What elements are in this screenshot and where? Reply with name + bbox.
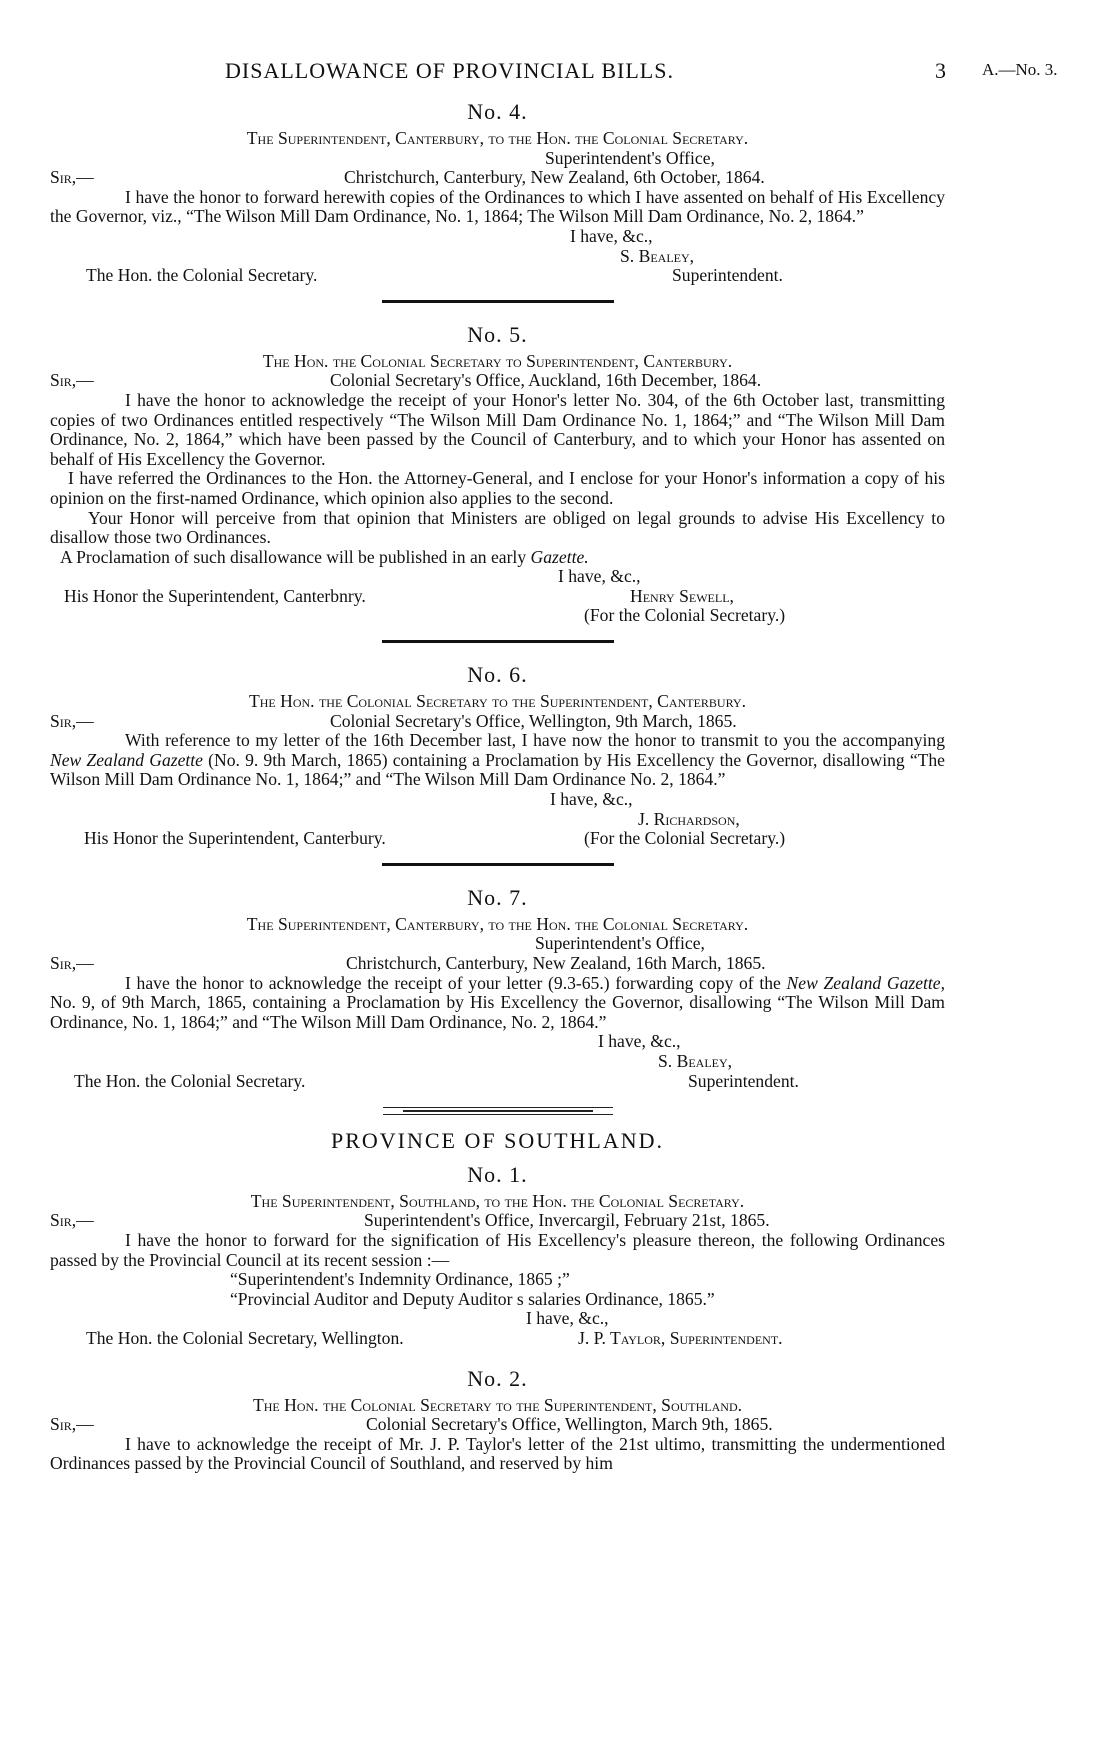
closing-row [50,1032,945,1052]
letter-number: No. 4. [467,99,528,124]
letter-body [50,974,945,1033]
closing-row [50,227,945,247]
signature: S. Bealey, [620,245,695,266]
southland-letter-no-1 [50,1161,945,1349]
salutation-row [50,954,945,974]
closing: I have, &c., [558,566,641,587]
signature: S. Bealey, [658,1050,733,1071]
letter-no-4 [50,98,945,286]
closing: I have, &c., [526,1308,609,1329]
addressee-row [50,1072,945,1092]
salutation: Sir,— [50,370,94,391]
letter-body: I have the honor to forward herewith copies of the Ordinances to which I have assented on behalf of His Excellency the Governor, viz., “The Wilson Mill Dam Ordinance, No. 1, 1864; The Wilson Mill Dam Ordinance, No. 2, 1864.” [50,186,945,227]
signature-row [50,587,945,607]
letter-number: No. 1. [467,1161,528,1187]
letter-heading: The Hon. the Colonial Secretary to Superintendent, Canterbury. [262,350,733,371]
signature-row [50,1052,945,1072]
letter-number: No. 7. [467,884,528,910]
section-divider [382,300,614,303]
southland-letter-no-2 [50,1365,945,1474]
running-header [50,58,1058,88]
signatory-title: Superintendent. [672,265,783,286]
signature-row [50,1329,945,1349]
letter-address-line-1: Superintendent's Office, [545,147,715,168]
addressee: The Hon. the Colonial Secretary. [86,265,318,286]
salutation-row [50,371,945,391]
closing: I have, &c., [570,225,653,246]
page-number: 3 [935,58,946,83]
salutation-row [50,1211,945,1231]
signature-row [50,810,945,830]
letter-address: Superintendent's Office, Invercargil, February 21st, 1865. [364,1210,770,1231]
for-colonial-secretary: (For the Colonial Secretary.) [584,605,786,626]
document-page [50,0,1058,1737]
body-text-b: No. 9, of 9th March, 1865, containing a Proclamation by His Excellency the Governor, disallowing “The Wilson Mill Dam Ordinance, No. 1, 1864;” and “The Wilson Mill Dam Ordinance, No. 2, 1864.” [50,992,945,1032]
letter-heading: The Hon. the Colonial Secretary to the Superintendent, Canterbury. [249,691,746,712]
letter-paragraph-4 [50,548,945,568]
section-divider [382,640,614,643]
letter-no-6 [50,661,945,849]
letter-address-line-2: Christchurch, Canterbury, New Zealand, 6th October, 1864. [344,167,765,188]
letter-number: No. 2. [467,1365,528,1391]
letter-no-7 [50,884,945,1091]
salutation-row [50,712,945,732]
letter-number: No. 6. [467,662,528,688]
section-divider [382,863,614,866]
closing: I have, &c., [598,1031,681,1052]
signatory-title: Superintendent. [688,1070,799,1091]
letter-heading: The Superintendent, Southland, to the Hon. the Colonial Secretary. [250,1190,745,1211]
gazette-italic: New Zealand Gazette, [786,972,946,993]
letter-body [50,731,945,790]
document-body [50,98,945,1474]
signature-row [50,247,945,267]
gazette-italic: Gazette. [530,546,589,567]
letter-address: Colonial Secretary's Office, Wellington, 9th March, 1865. [330,710,737,731]
closing-row [50,1309,945,1329]
closing-row [50,567,945,587]
gazette-italic: New Zealand Gazette [50,749,203,770]
addressee: The Hon. the Colonial Secretary, Wellington. [86,1327,404,1348]
closing: I have, &c., [550,789,633,810]
body-text-a: With reference to my letter of the 16th December last, I have now the honor to transmit to you the accompanying [125,730,945,751]
salutation-row [50,168,945,188]
letter-paragraph-2: I have referred the Ordinances to the Hon. the Attorney-General, and I enclose for your Honor's information a copy of his opinion on the first-named Ordinance, which opinion also applies to the second. [50,468,945,508]
letter-number: No. 5. [467,321,528,347]
letter-heading: The Hon. the Colonial Secretary to the Superintendent, Southland. [252,1394,743,1415]
body-text-a: I have the honor to acknowledge the receipt of your letter (9.3-65.) forwarding copy of the [125,972,781,993]
letter-paragraph-1: I have the honor to acknowledge the receipt of your Honor's letter No. 304, of the 6th October last, transmitting copies of two Ordinances entitled respectively “The Wilson Mill Dam Ordinance No. 1, 1864;” and “The Wilson Mill Dam Ordinance, No. 2, 1864,” which have been passed by the Council of Canterbury, and to which your Honor has assented on behalf of His Excellency the Governor. [50,389,945,469]
closing-row [50,790,945,810]
ordinance-quote-2: “Provincial Auditor and Deputy Auditor s salaries Ordinance, 1865.” [230,1288,715,1309]
letter-address: Colonial Secretary's Office, Wellington, March 9th, 1865. [366,1414,773,1435]
letter-address: Colonial Secretary's Office, Auckland, 16th December, 1864. [330,370,762,391]
province-southland [50,1128,945,1474]
signature: Henry Sewell, [630,585,734,606]
for-colonial-secretary: (For the Colonial Secretary.) [584,828,786,849]
signature: J. Richardson, [638,808,740,829]
letter-heading: The Superintendent, Canterbury, to the Hon. the Colonial Secretary. [246,913,749,934]
page-title: DISALLOWANCE OF PROVINCIAL BILLS. [225,58,674,83]
letter-body: I have to acknowledge the receipt of Mr. J. P. Taylor's letter of the 21st ultimo, transmitting the undermentioned Ordinances passed by the Provincial Council of Southland, and reserved by him [50,1433,945,1474]
addressee-row [50,829,945,849]
salutation: Sir,— [50,1414,94,1435]
province-heading: PROVINCE OF SOUTHLAND. [330,1128,665,1154]
salutation-row [50,1415,945,1435]
salutation: Sir,— [50,953,94,973]
addressee-row [50,266,945,286]
for-row [50,606,945,626]
document-reference: A.—No. 3. [982,60,1058,79]
letter-paragraph-3: Your Honor will perceive from that opinion that Ministers are obliged on legal grounds to advise His Excellency to disallow those two Ordinances. [50,507,945,548]
addressee: His Honor the Superintendent, Canterbury. [84,828,386,849]
letter-heading: The Superintendent, Canterbury, to the Hon. the Colonial Secretary. [246,128,749,148]
signature: J. P. Taylor, Superintendent. [578,1327,783,1348]
ordinance-quote-1: “Superintendent's Indemnity Ordinance, 1865 ;” [230,1269,570,1290]
province-divider [383,1107,613,1115]
addressee: His Honor the Superintendent, Canterbnry. [64,585,366,606]
addressee: The Hon. the Colonial Secretary. [74,1070,306,1091]
salutation: Sir,— [50,1210,94,1231]
letter-address-line-1: Superintendent's Office, [535,933,705,954]
salutation: Sir,— [50,710,94,731]
letter-address-line-2: Christchurch, Canterbury, New Zealand, 16th March, 1865. [346,953,766,973]
letter-no-5 [50,321,945,626]
salutation: Sir,— [50,167,94,188]
body-text-b: (No. 9. 9th March, 1865) containing a Proclamation by His Excellency the Governor, disallowing “The Wilson Mill Dam Ordinance No. 1, 1864;” and “The Wilson Mill Dam Ordinance No. 2, 1864.” [50,749,945,790]
letter-body: I have the honor to forward for the signification of His Excellency's pleasure thereon, the following Ordinances passed by the Provincial Council at its recent session :— [50,1229,945,1270]
paragraph-text: A Proclamation of such disallowance will be published in an early [60,546,527,567]
